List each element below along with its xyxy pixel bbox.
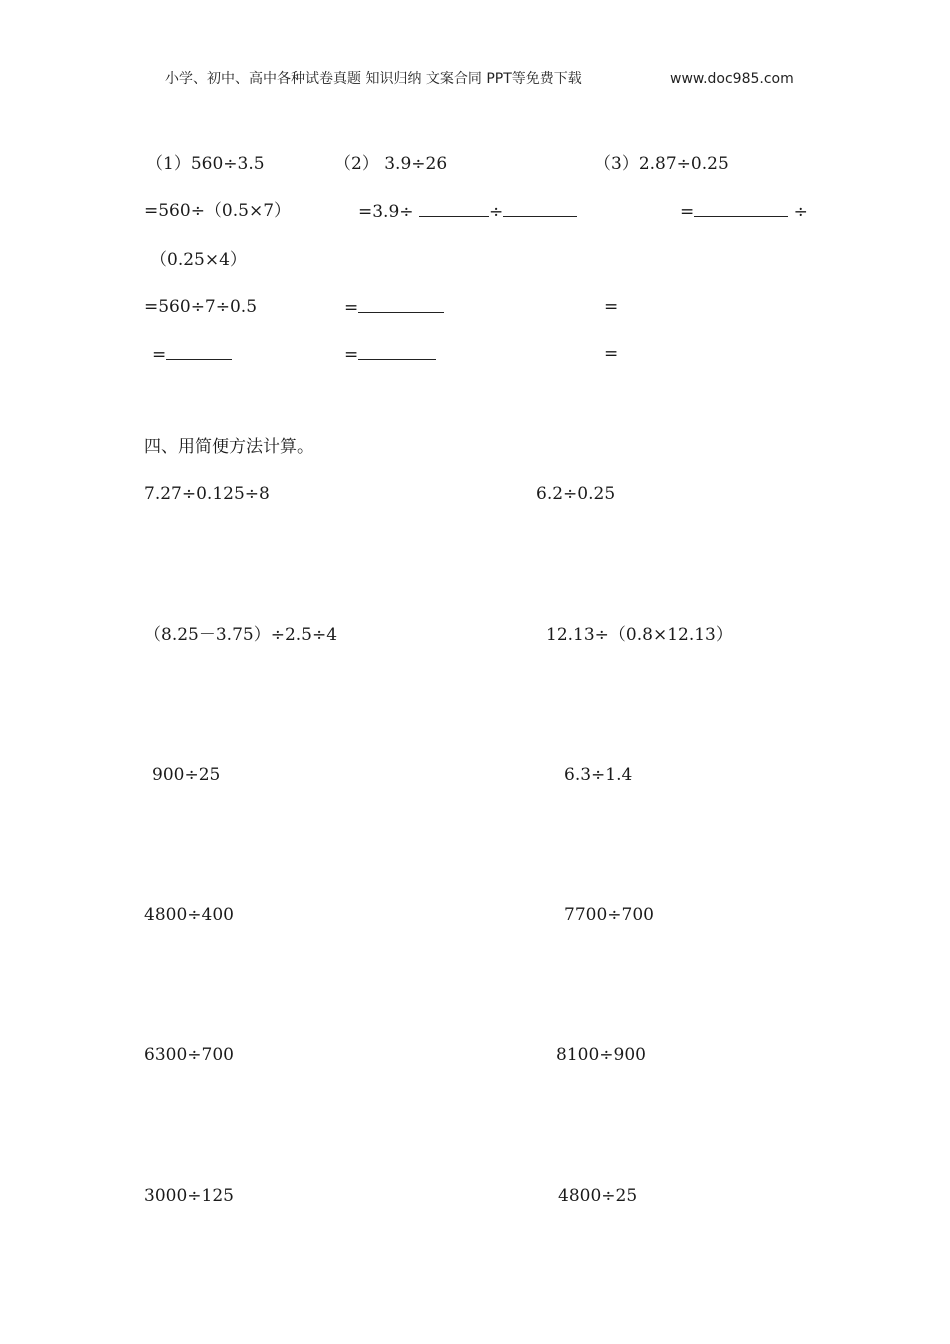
equals-sign: = bbox=[152, 345, 167, 365]
answer-blank[interactable] bbox=[503, 200, 577, 217]
page-header-title: 小学、初中、高中各种试卷真题 知识归纳 文案合同 PPT等免费下载 bbox=[165, 71, 582, 87]
answer-blank[interactable] bbox=[166, 343, 232, 360]
answer-blank[interactable] bbox=[358, 343, 436, 360]
problem-2: 6.2÷0.25 bbox=[536, 484, 616, 504]
answer-blank[interactable] bbox=[419, 200, 489, 217]
equals-sign: = bbox=[344, 345, 359, 365]
page-header-site: www.doc985.com bbox=[670, 71, 794, 87]
problem-1: 7.27÷0.125÷8 bbox=[144, 484, 270, 504]
step-prefix: =3.9÷ bbox=[358, 202, 414, 222]
example-1-step2: =560÷7÷0.5 bbox=[144, 297, 258, 317]
equals-sign: = bbox=[344, 298, 359, 318]
section-4-title: 四、用简便方法计算。 bbox=[144, 437, 314, 457]
example-3-step1-continued: （0.25×4） bbox=[150, 250, 247, 270]
problem-4: 12.13÷（0.8×12.13） bbox=[546, 625, 733, 645]
problem-7: 4800÷400 bbox=[144, 905, 234, 925]
division-sign: ÷ bbox=[488, 202, 504, 222]
example-1-label: （1）560÷3.5 bbox=[146, 154, 265, 174]
example-3-step1 bbox=[680, 200, 808, 223]
example-3-step3: = bbox=[604, 344, 619, 364]
answer-blank[interactable] bbox=[358, 296, 444, 313]
problem-10: 8100÷900 bbox=[556, 1045, 646, 1065]
example-2-step2 bbox=[344, 296, 444, 319]
example-1-step1: =560÷（0.5×7） bbox=[144, 201, 292, 221]
problem-11: 3000÷125 bbox=[144, 1186, 234, 1206]
answer-blank[interactable] bbox=[694, 200, 788, 217]
equals-sign: = bbox=[680, 202, 695, 222]
example-3-step2: = bbox=[604, 297, 619, 317]
problem-8: 7700÷700 bbox=[564, 905, 654, 925]
problem-5: 900÷25 bbox=[152, 765, 221, 785]
example-2-step3 bbox=[344, 343, 436, 366]
problem-3: （8.25－3.75）÷2.5÷4 bbox=[144, 625, 338, 645]
example-3-label: （3）2.87÷0.25 bbox=[594, 154, 729, 174]
problem-12: 4800÷25 bbox=[558, 1186, 638, 1206]
problem-9: 6300÷700 bbox=[144, 1045, 234, 1065]
problem-6: 6.3÷1.4 bbox=[564, 765, 633, 785]
example-2-step1 bbox=[358, 200, 577, 223]
division-sign: ÷ bbox=[793, 202, 808, 222]
example-1-step3 bbox=[152, 343, 232, 366]
example-2-label: （2） 3.9÷26 bbox=[334, 154, 448, 174]
